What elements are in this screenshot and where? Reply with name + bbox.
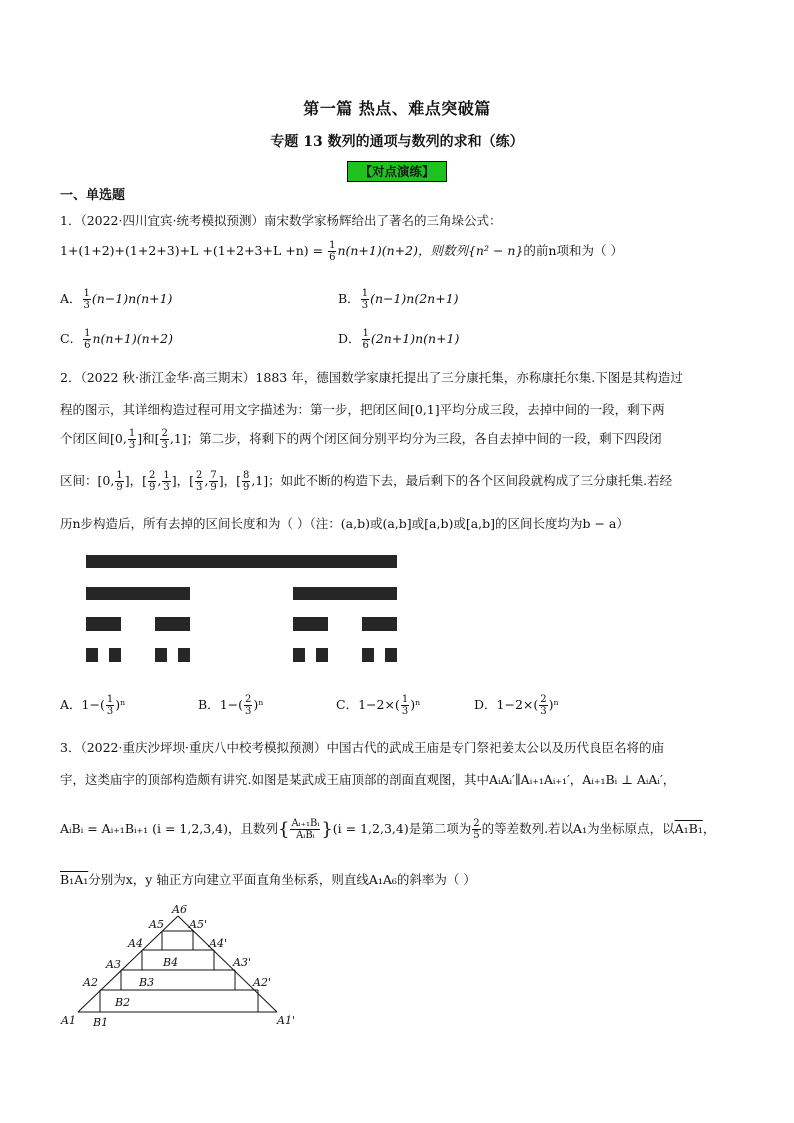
cantor-step3-bar: [293, 648, 305, 662]
cantor-step3-bar: [155, 648, 167, 662]
q2-stem-line5: 历n步构造后，所有去掉的区间长度和为（ ）（注：(a,b)或(a,b]或[a,b)或[a,b]的区间长度均为b − a）: [60, 516, 629, 531]
q1-formula-left: 1+(1+2)+(1+2+3)+L +(1+2+3+L +n) =: [60, 243, 328, 258]
q2-stem-line4: 区间：[0, $\frac{1}{9}$ ]，[ $\frac{2}{9}$ , $\frac{1}{3}$ ]，[ $\frac{2}{3}$ , $\frac{7}{9}$ ]，[ $\frac{8}{9}$ ,1]；如此不断的构造下去，最后剩下的各个区间段就构成了三分康托集.若经: [60, 470, 673, 493]
q2-option-c[interactable]: C．1−2×( $\frac{1}{3}$ )ⁿ: [336, 694, 421, 717]
label-a5p: A5': [189, 918, 207, 931]
q1-option-a[interactable]: A． $\frac{1}{3}$ (n−1)n(n+1): [60, 288, 173, 311]
temple-roof-figure: [55, 900, 315, 1030]
q3-stem-line1: 3．（2022·重庆沙坪坝·重庆八中校考模拟预测）中国古代的武成王庙是专门祭祀姜太公以及历代良臣名将的庙: [60, 740, 664, 755]
chapter-title: 第一篇 热点、难点突破篇: [303, 99, 491, 118]
cantor-step2-bar: [86, 617, 121, 631]
label-a1p: A1': [277, 1014, 295, 1027]
label-a3p: A3': [233, 956, 251, 969]
practice-badge: 【对点演练】: [347, 161, 447, 182]
cantor-step3-bar: [385, 648, 397, 662]
q2-stem-line2: 程的图示，其详细构造过程可用文字描述为：第一步，把闭区间[0,1]平均分成三段，去掉中间的一段，剩下两: [60, 402, 665, 417]
q3-stem-line2: 宇，这类庙宇的顶部构造颇有讲究.如图是某武成王庙顶部的剖面直观图，其中AᵢAᵢ′∥Aᵢ₊₁Aᵢ₊₁′，Aᵢ₊₁Bᵢ ⊥ AᵢAᵢ′，: [60, 772, 676, 787]
label-a6: A6: [172, 903, 187, 916]
label-b2: B2: [115, 996, 131, 1009]
section-heading: 一、单选题: [60, 188, 126, 203]
q1-option-b[interactable]: B． $\frac{1}{3}$ (n−1)n(2n+1): [338, 288, 459, 311]
q1-option-d[interactable]: D． $\frac{1}{6}$ (2n+1)n(n+1): [338, 328, 460, 351]
topic-title: 专题 13 数列的通项与数列的求和（练）: [270, 134, 524, 150]
label-a1: A1: [61, 1014, 76, 1027]
q1-sequence: {n² − n}: [467, 243, 524, 258]
label-a2p: A2': [253, 976, 271, 989]
label-b4: B4: [163, 956, 179, 969]
label-b1: B1: [93, 1016, 109, 1029]
cantor-step3-bar: [86, 648, 98, 662]
cantor-step3-bar: [362, 648, 374, 662]
q1-tail: 的前n项和为（ ）: [523, 243, 623, 258]
q1-option-c[interactable]: C． $\frac{1}{6}$ n(n+1)(n+2): [60, 328, 173, 351]
q2-stem-line3: 个闭区间[0, $\frac{1}{3}$ ]和[ $\frac{2}{3}$ ,1]；第二步，将剩下的两个闭区间分别平均分为三段，各自去掉中间的一段，剩下四段闭: [60, 428, 662, 451]
cantor-step3-bar: [316, 648, 328, 662]
label-a3: A3: [106, 958, 121, 971]
q2-stem-line1: 2．（2022 秋·浙江金华·高三期末）1883 年，德国数学家康托提出了三分康托集，亦称康托尔集.下图是其构造过: [60, 370, 683, 385]
label-a4: A4: [128, 937, 143, 950]
q1-formula-fraction: $\frac{1}{6}$: [329, 240, 336, 263]
q3-stem-line3: AᵢBᵢ = Aᵢ₊₁Bᵢ₊₁ (i = 1,2,3,4)，且数列{ $\frac{\text{Aᵢ₊₁Bᵢ}}{\text{AᵢBᵢ}}$ }(i = 1,2,3,4)是第二项为 $\frac{2}{5}$ 的等差数列.若以A₁为坐标原点，以A₁B₁，: [60, 818, 716, 841]
cantor-step1-bar: [293, 587, 397, 600]
label-a4p: A4': [209, 937, 227, 950]
cantor-step2-bar: [155, 617, 190, 631]
q2-option-a[interactable]: A．1−( $\frac{1}{3}$ )ⁿ: [60, 694, 126, 717]
q2-option-b[interactable]: B．1−( $\frac{2}{3}$ )ⁿ: [198, 694, 264, 717]
cantor-step0-bar: [86, 555, 397, 568]
q1-formula-right: n(n+1)(n+2)，则数列: [337, 243, 468, 258]
label-b3: B3: [139, 976, 155, 989]
cantor-step1-bar: [86, 587, 190, 600]
q3-stem-line4: B₁A₁分别为x，y 轴正方向建立平面直角坐标系，则直线A₁A₆的斜率为（ ）: [60, 872, 476, 887]
cantor-step2-bar: [293, 617, 328, 631]
q1-stem: 1．（2022·四川宜宾·统考模拟预测）南宋数学家杨辉给出了著名的三角垛公式：: [60, 213, 502, 228]
q2-option-d[interactable]: D．1−2×( $\frac{2}{3}$ )ⁿ: [474, 694, 559, 717]
cantor-step3-bar: [178, 648, 190, 662]
q1-formula: [60, 240, 740, 263]
cantor-step2-bar: [362, 617, 397, 631]
cantor-step3-bar: [109, 648, 121, 662]
label-a2: A2: [83, 976, 98, 989]
label-a5: A5: [149, 918, 164, 931]
